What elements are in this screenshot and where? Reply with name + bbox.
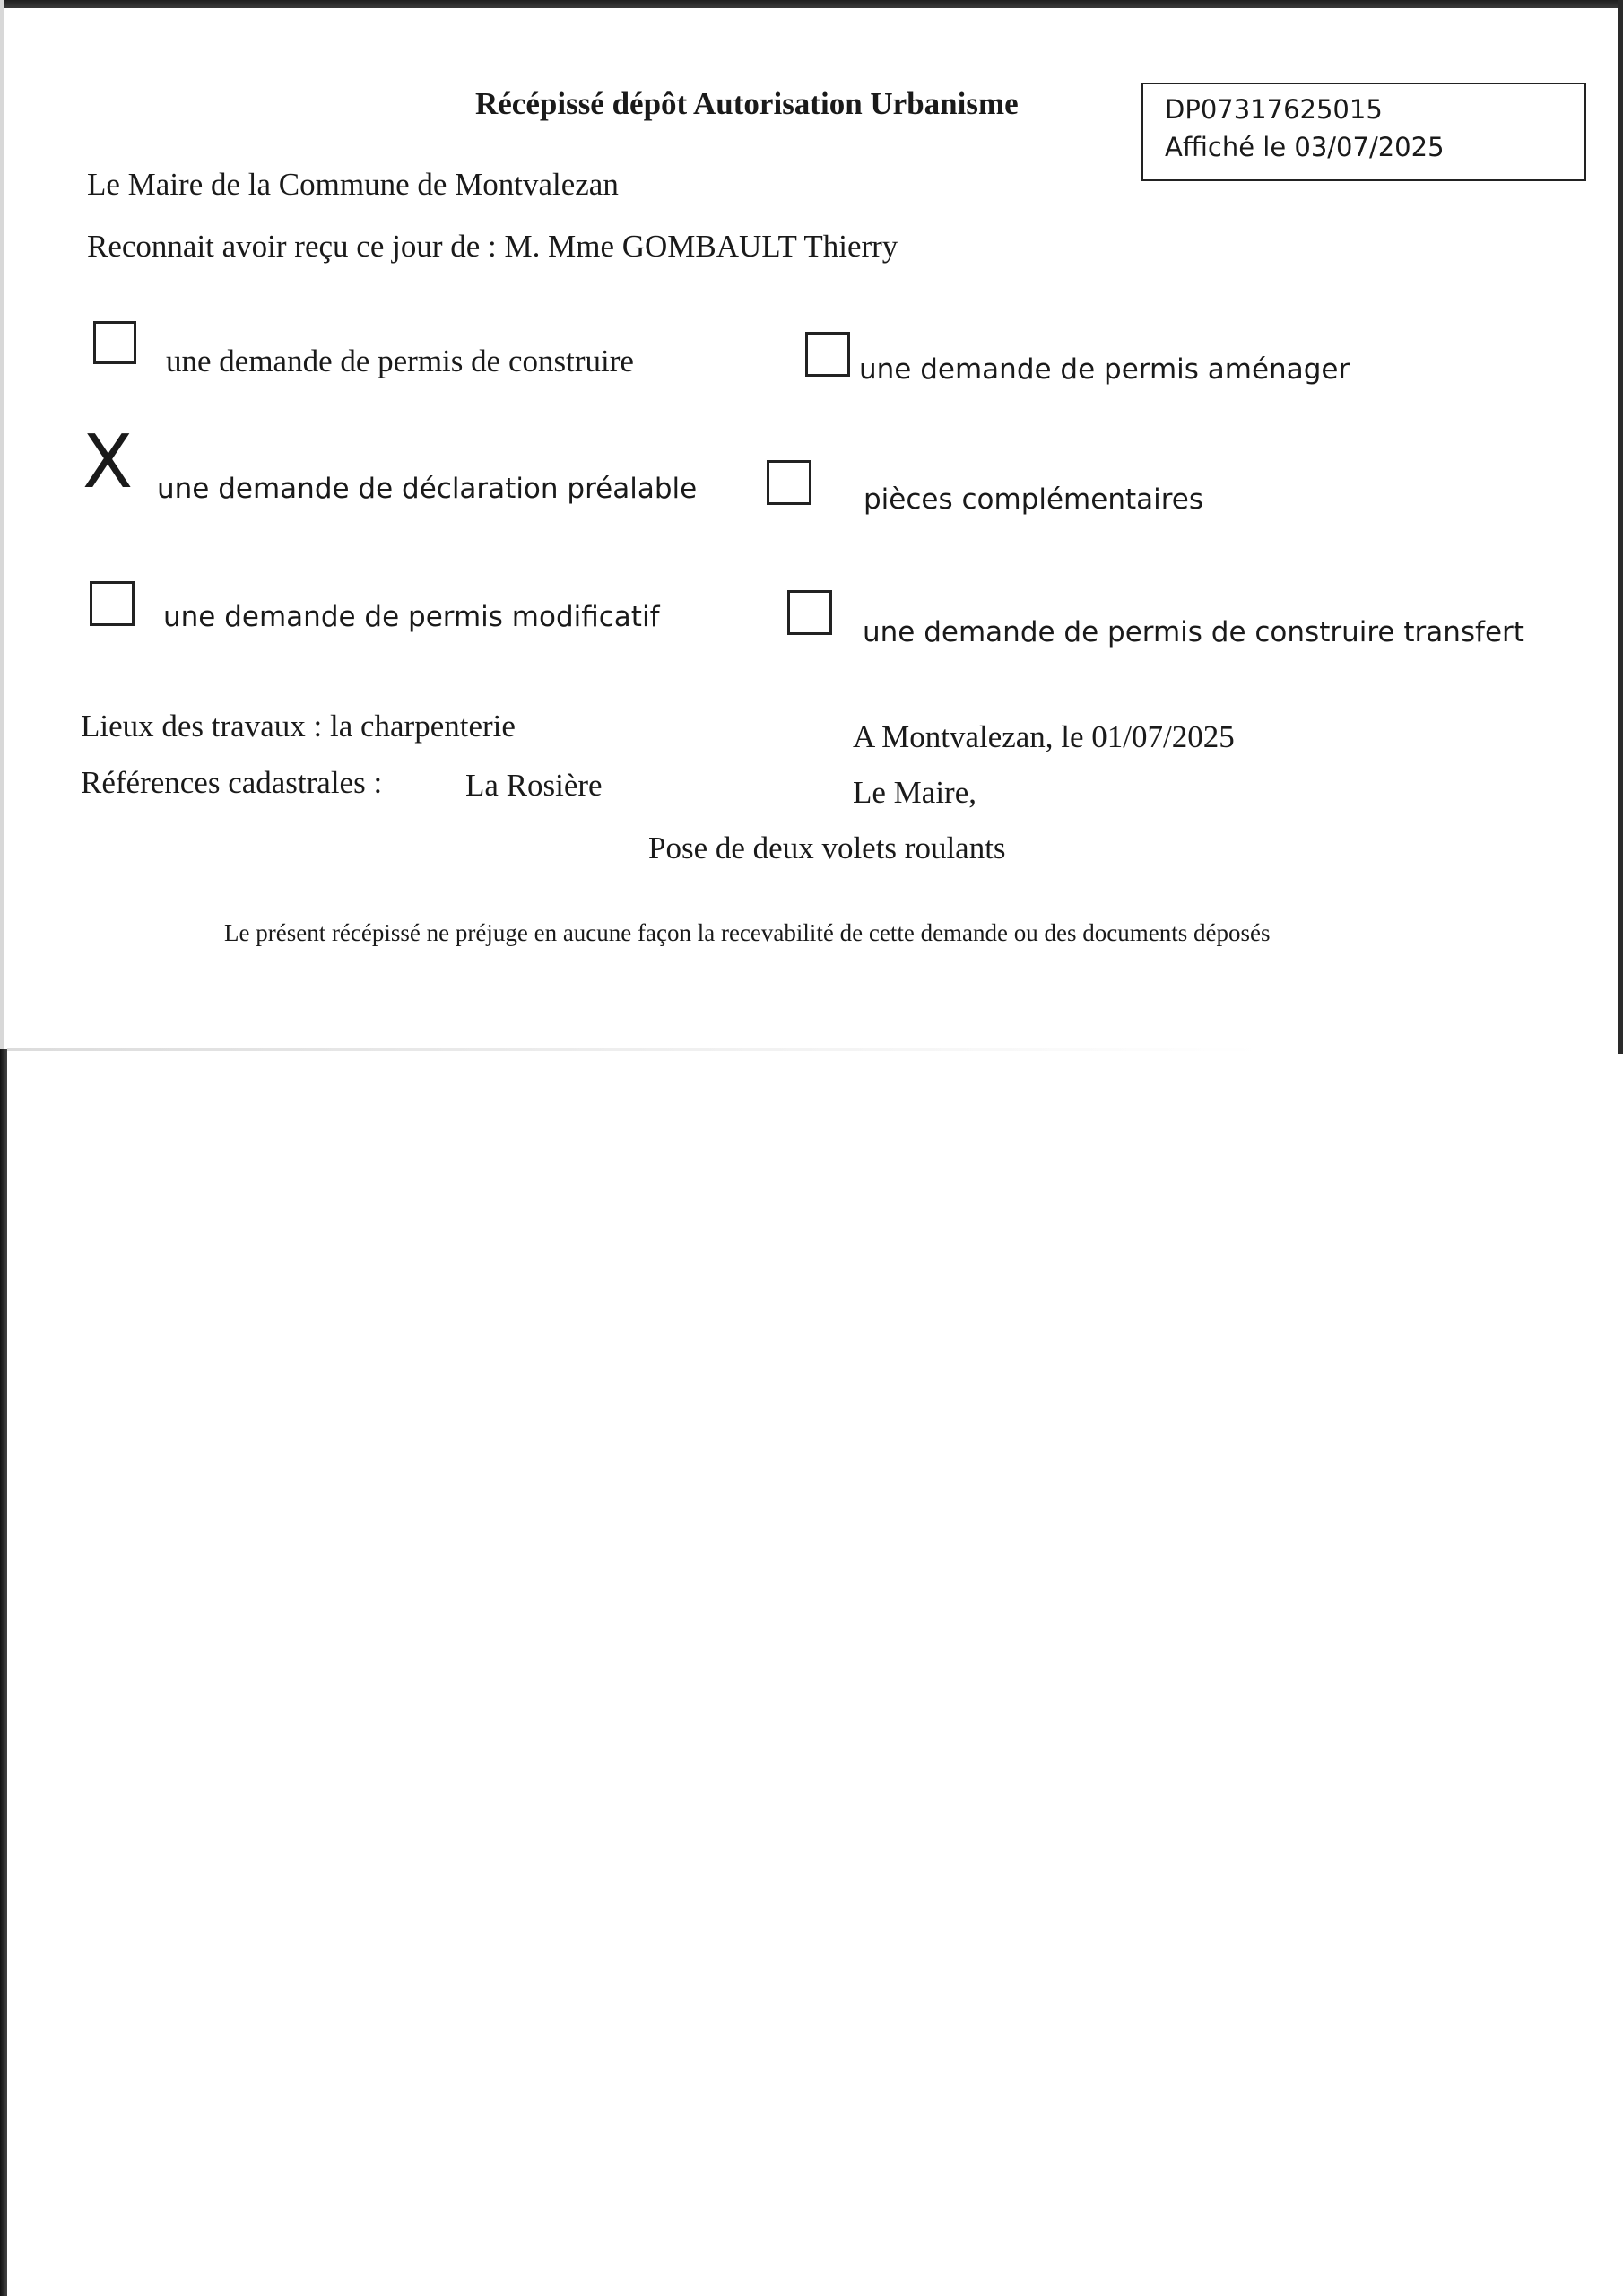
mayor-signature: Le Maire,	[853, 775, 976, 810]
scan-edge-right	[1618, 0, 1623, 1054]
checkbox-pieces-complementaires[interactable]	[767, 460, 812, 505]
checkbox-permis-construire-transfert[interactable]	[787, 590, 832, 635]
scan-edge-left-light	[0, 0, 4, 1049]
footer-disclaimer: Le présent récépissé ne préjuge en aucune façon la recevabilité de cette demande ou des documents déposés	[224, 919, 1271, 946]
option-label-permis-construire: une demande de permis de construire	[166, 344, 634, 378]
checkbox-declaration-prealable-checked[interactable]: X	[82, 420, 134, 505]
option-label-permis-modificatif: une demande de permis modificatif	[163, 601, 660, 633]
reference-number: DP07317625015	[1165, 94, 1383, 125]
option-label-permis-construire-transfert: une demande de permis de construire transfert	[863, 616, 1524, 648]
cadastral-value: La Rosière	[465, 768, 603, 803]
sheet-bottom-edge	[7, 1048, 1263, 1051]
option-label-permis-amenager: une demande de permis aménager	[859, 353, 1350, 386]
works-description: Pose de deux volets roulants	[648, 831, 1006, 865]
posted-date: Affiché le 03/07/2025	[1165, 132, 1445, 162]
option-label-pieces-complementaires: pièces complémentaires	[864, 483, 1204, 516]
place-date: A Montvalezan, le 01/07/2025	[853, 719, 1235, 754]
checkbox-permis-construire[interactable]	[93, 321, 136, 364]
checkbox-permis-amenager[interactable]	[805, 332, 850, 377]
received-line: Reconnait avoir reçu ce jour de : M. Mme GOMBAULT Thierry	[87, 229, 898, 264]
cadastral-label: Références cadastrales :	[81, 765, 383, 800]
checkbox-permis-modificatif[interactable]	[90, 581, 135, 626]
option-label-declaration-prealable: une demande de déclaration préalable	[157, 473, 698, 505]
reference-box	[1141, 83, 1586, 181]
scan-edge-left	[0, 1049, 7, 2296]
mayor-line: Le Maire de la Commune de Montvalezan	[87, 167, 619, 202]
scan-edge-top	[0, 0, 1623, 8]
works-location: Lieux des travaux : la charpenterie	[81, 709, 516, 744]
document-title: Récépissé dépôt Autorisation Urbanisme	[475, 86, 1019, 121]
